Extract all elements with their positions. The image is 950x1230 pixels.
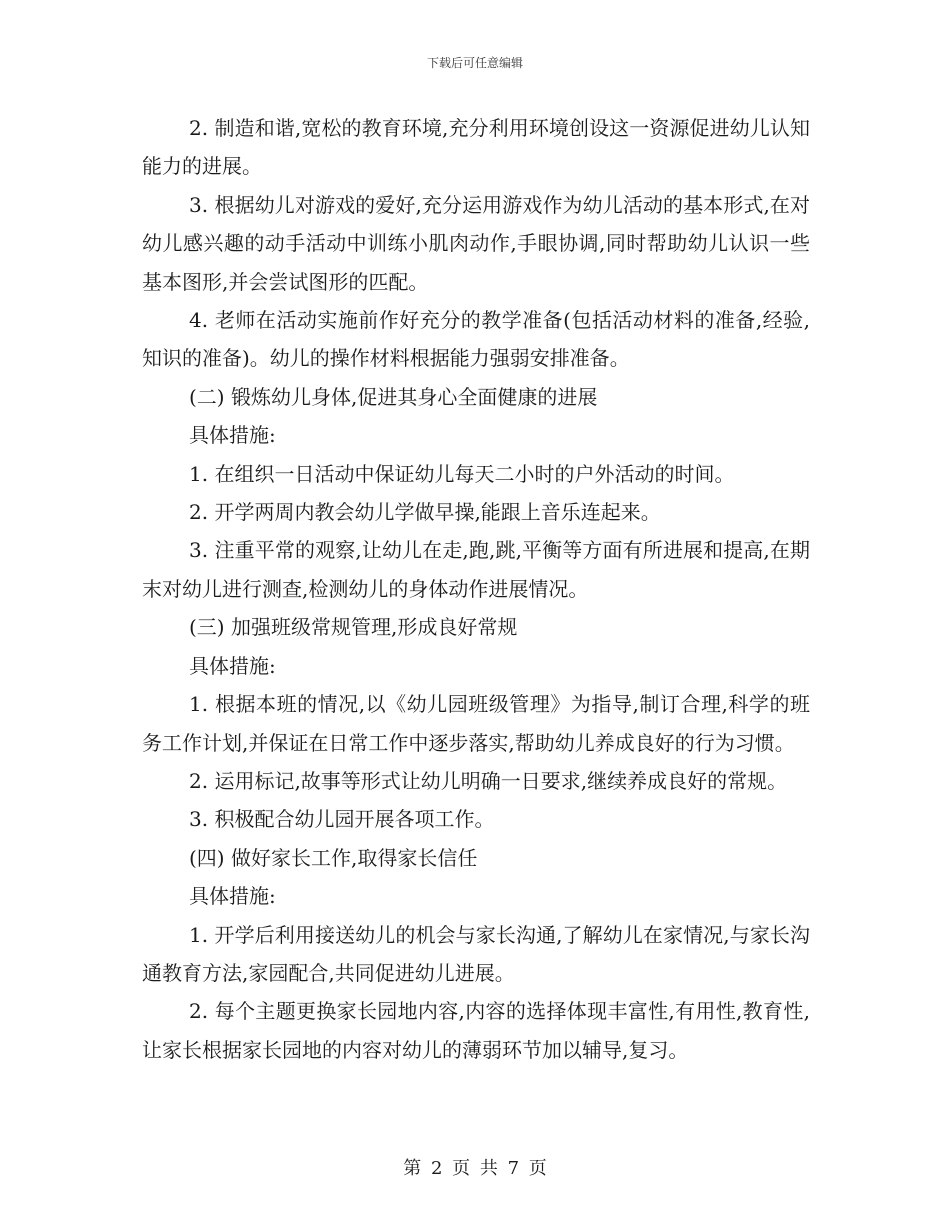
paragraph: 1. 开学后利用接送幼儿的机会与家长沟通,了解幼儿在家情况,与家长沟通教育方法,家园配合,共同促进幼儿进展。	[142, 922, 810, 985]
section-heading: (四) 做好家长工作,取得家长信任	[189, 845, 478, 870]
paragraph: 3. 积极配合幼儿园开展各项工作。	[189, 807, 495, 832]
paragraph: 2. 运用标记,故事等形式让幼儿明确一日要求,继续养成良好的常规。	[189, 768, 788, 793]
measures-label: 具体措施:	[189, 884, 276, 909]
section-heading: (二) 锻炼幼儿身体,促进其身心全面健康的进展	[189, 384, 598, 409]
document-body	[142, 109, 810, 1069]
paragraph: 2. 每个主题更换家长园地内容,内容的选择体现丰富性,有用性,教育性,让家长根据家长园地的内容对幼儿的薄弱环节加以辅导,复习。	[142, 999, 810, 1062]
paragraph: 2. 开学两周内教会幼儿学做早操,能跟上音乐连起来。	[189, 500, 661, 525]
paragraph: 2. 制造和谐,宽松的教育环境,充分利用环境创设这一资源促进幼儿认知能力的进展。	[142, 116, 810, 179]
measures-label: 具体措施:	[189, 423, 276, 448]
measures-label: 具体措施:	[189, 653, 276, 678]
paragraph: 4. 老师在活动实施前作好充分的教学准备(包括活动材料的准备,经验,知识的准备)。幼儿的操作材料根据能力强弱安排准备。	[142, 308, 810, 371]
page-number-footer: 第 2 页 共 7 页	[403, 1158, 547, 1179]
section-heading: (三) 加强班级常规管理,形成良好常规	[189, 615, 518, 640]
paragraph: 1. 在组织一日活动中保证幼儿每天二小时的户外活动的时间。	[189, 461, 735, 486]
paragraph: 3. 注重平常的观察,让幼儿在走,跑,跳,平衡等方面有所进展和提高,在期末对幼儿进行测查,检测幼儿的身体动作进展情况。	[142, 538, 810, 601]
paragraph: 3. 根据幼儿对游戏的爱好,充分运用游戏作为幼儿活动的基本形式,在对幼儿感兴趣的动手活动中训练小肌肉动作,手眼协调,同时帮助幼儿认识一些基本图形,并会尝试图形的匹配。	[142, 192, 810, 294]
paragraph: 1. 根据本班的情况,以《幼儿园班级管理》为指导,制订合理,科学的班务工作计划,并保证在日常工作中逐步落实,帮助幼儿养成良好的行为习惯。	[142, 692, 810, 755]
header-note: 下载后可任意编辑	[426, 56, 523, 70]
